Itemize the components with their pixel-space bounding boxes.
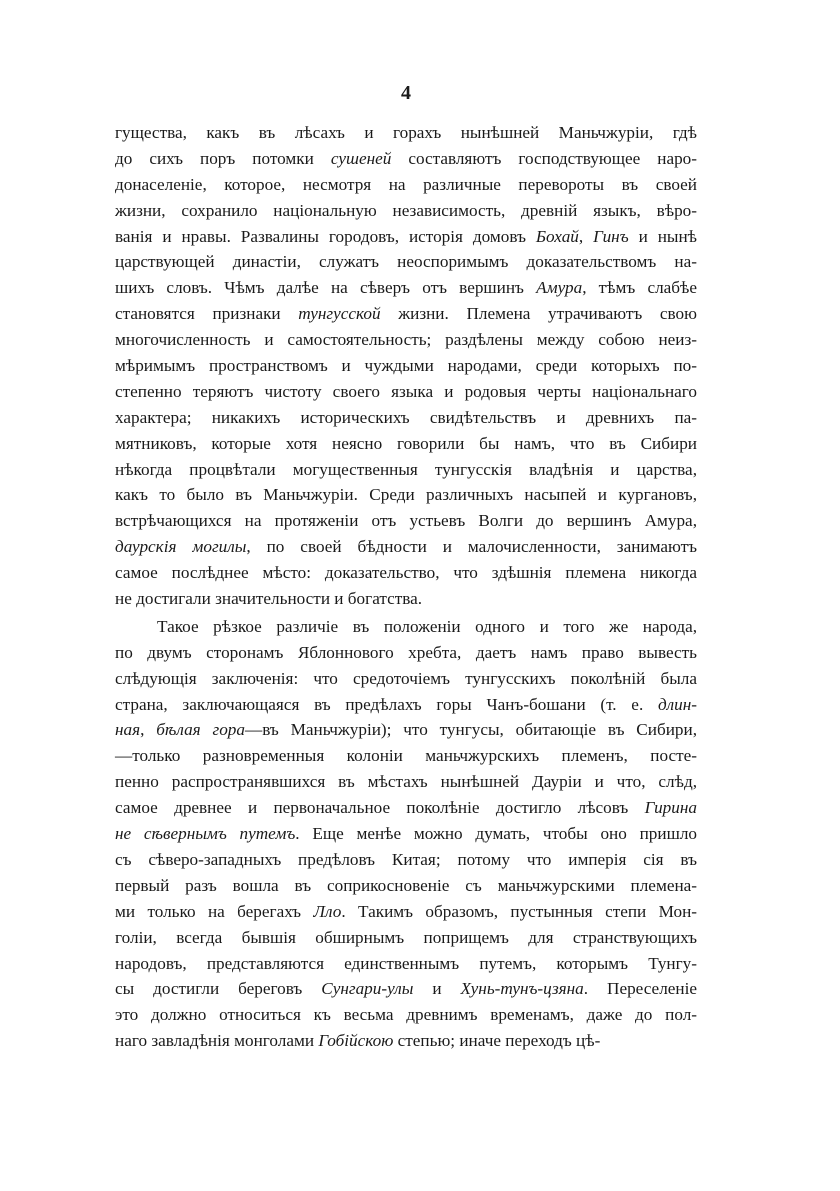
italic-term: Сунгари-улы [321,979,414,999]
text-line [115,172,697,198]
text-run: гущества, какъ въ лѣсахъ и горахъ нынѣшней Маньчжуріи, гдѣ [115,123,697,142]
text-line [115,743,697,769]
italic-term: ная [115,720,141,740]
text-run: многочисленность и самостоятельность; раздѣлены между собою неиз- [115,330,697,350]
text-line [115,482,697,508]
text-line [115,873,697,899]
italic-term: Гинъ [593,226,629,246]
text-run: шихъ словъ. Чѣмъ далѣе на сѣверъ отъ вершинъ [115,278,537,298]
text-run: до сихъ поръ потомки [115,148,331,168]
text-run: сы достигли береговъ [115,979,322,999]
body-text [115,120,697,1054]
text-run: , [140,720,157,740]
italic-term: Лло [313,901,342,921]
text-run: , [578,226,594,246]
text-run: голіи, всегда бывшія обширнымъ поприщемъ для странствующихъ [115,927,697,947]
text-run: становятся признаки [115,304,299,324]
text-run: . Переселеніе [583,979,697,999]
text-run: царствующей династіи, служатъ неоспоримымъ доказательствомъ на- [115,252,697,272]
text-line [115,769,697,795]
text-run: пенно распространявшихся въ мѣстахъ нынѣшней Дауріи и что, слѣд, [115,772,697,792]
text-run: встрѣчающихся на протяженіи отъ устьевъ Волги до вершинъ Амура, [115,511,697,531]
italic-term: Бохай [535,226,579,246]
text-line [115,224,697,250]
text-line [115,951,697,977]
text-line [115,821,697,847]
text-run: самое послѣднее мѣсто: доказательство, что здѣшнія племена никогда [115,563,697,583]
text-run: . Еще менѣе можно думать, чтобы оно пришло [295,824,698,844]
italic-term: длин- [657,694,697,714]
text-line [115,666,697,692]
text-line [115,249,697,275]
italic-term: не сѣвернымъ путемъ [115,824,296,844]
text-run: нѣкогда процвѣтали могущественныя тунгусскія владѣнія и царства, [115,459,697,479]
text-line [115,120,697,146]
italic-term: бѣлая гора [156,720,245,740]
text-run: слѣдующія заключенія: что средоточіемъ тунгусскихъ поколѣній была [115,668,697,688]
text-run: наго завладѣнія монголами [115,1031,319,1051]
text-line [115,692,697,718]
text-line [115,795,697,821]
text-run: характера; никакихъ историческихъ свидѣтельствъ и древнихъ па- [115,407,697,427]
text-line [115,534,697,560]
text-line [115,327,697,353]
text-line [115,353,697,379]
text-line [115,198,697,224]
paragraph [115,120,697,612]
text-line [115,586,697,612]
text-run: Такое рѣзкое различіе въ положеніи одного и того же народа, [157,616,697,636]
text-line [115,457,697,483]
text-line [115,508,697,534]
text-line [115,717,697,743]
italic-term: сушеней [330,148,392,168]
text-run: , тѣмъ слабѣе [582,278,697,298]
text-run: не достигали значительности и богатства. [115,589,423,609]
text-line [115,560,697,586]
text-run: и [413,979,461,999]
text-run: съ сѣверо-западныхъ предѣловъ Китая; потому что имперія сія въ [115,849,697,869]
text-run: жизни. Племена утрачиваютъ свою [380,304,697,324]
italic-term: тунгусской [298,304,381,324]
text-run: страна, заключающаяся въ предѣлахъ горы Чанъ-бошани (т. е. [115,694,658,714]
text-run: мятниковъ, которые хотя неясно говорили бы намъ, что въ Сибири [115,433,697,453]
text-line [115,847,697,873]
text-run: первый разъ вошла въ соприкосновеніе съ маньчжурскими племена- [115,875,697,895]
text-run: какъ то было въ Маньчжуріи. Среди различныхъ насыпей и кургановъ, [115,485,697,505]
text-run: ми только на берегахъ [115,901,314,921]
text-line [115,614,697,640]
text-line [115,301,697,327]
text-line [115,976,697,1002]
italic-term: даурскія могилы [115,537,247,557]
text-line [115,431,697,457]
text-run: составляютъ господствующее наро- [391,148,697,168]
text-line [115,275,697,301]
text-run: , по своей бѣдности и малочисленности, занимаютъ [246,537,697,557]
text-run: —въ Маньчжуріи); что тунгусы, обитающіе въ Сибири, [245,720,697,740]
text-run: это должно относиться къ весьма древнимъ временамъ, даже до пол- [115,1005,697,1025]
text-run: самое древнее и первоначальное поколѣніе достигло лѣсовъ [115,798,645,818]
text-line [115,640,697,666]
text-line [115,899,697,925]
text-run: степью; иначе переходъ цѣ- [393,1031,601,1051]
paragraph [115,614,697,1054]
text-line [115,146,697,172]
text-run: донаселеніе, которое, несмотря на различные перевороты въ своей [115,174,697,194]
italic-term: Хунь-тунъ-цзяна [460,979,584,999]
text-line [115,405,697,431]
text-run: и нынѣ [628,226,698,246]
italic-term: Гобійскою [318,1031,394,1051]
italic-term: Амура [536,278,583,298]
text-run: мѣримымъ пространствомъ и чуждыми народами, среди которыхъ по- [115,356,697,376]
text-line [115,1028,697,1054]
text-line [115,925,697,951]
text-run: по двумъ сторонамъ Яблоннового хребта, даетъ намъ право вывесть [115,642,697,662]
text-run: народовъ, представляются единственнымъ путемъ, которымъ Тунгу- [115,953,697,973]
page-number: 4 [401,82,411,104]
text-run: жизни, сохранило національную независимость, древній языкъ, вѣро- [115,200,697,220]
italic-term: Гирина [644,798,697,818]
text-line [115,379,697,405]
text-line [115,1002,697,1028]
text-run: ванія и нравы. Развалины городовъ, исторія домовъ [115,226,536,246]
text-run: . Такимъ образомъ, пустынныя степи Мон- [341,901,697,921]
text-run: степенно теряютъ чистоту своего языка и родовыя черты національнаго [115,381,697,401]
text-run: —только разновременныя колоніи маньчжурскихъ племенъ, посте- [115,746,697,766]
